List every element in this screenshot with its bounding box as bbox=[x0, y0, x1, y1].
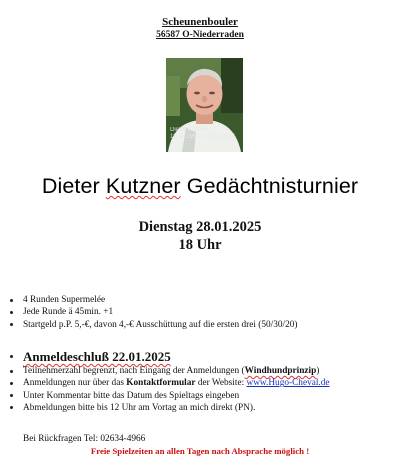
list-item: 4 Runden Supermelée bbox=[8, 294, 398, 306]
participants-bold: Windhundprinzip bbox=[244, 366, 317, 376]
event-time: 18 Uhr bbox=[178, 237, 222, 253]
form-bold: Kontaktformular bbox=[126, 378, 196, 389]
title-first-name: Dieter bbox=[41, 174, 100, 198]
photo-caption-dates: 18 11.1951 - 22.12.2024 bbox=[170, 134, 235, 140]
website-link[interactable]: www.Hugo-Cheval.de bbox=[246, 378, 330, 389]
event-datetime bbox=[0, 218, 400, 254]
list-item: Startgeld p.P. 5,-€, davon 4,-€ Ausschüttung auf die ersten drei (50/30/20) bbox=[8, 319, 398, 331]
rules-list bbox=[8, 294, 398, 331]
event-date: Dienstag 28.01.2025 bbox=[138, 219, 262, 235]
title-last-name: Kutzner bbox=[105, 174, 181, 198]
list-item bbox=[8, 377, 398, 389]
portrait-photo bbox=[166, 58, 243, 152]
list-item: Unter Kommentar bitte das Datum des Spieltags eingeben bbox=[8, 390, 398, 402]
contact-phone: Bei Rückfragen Tel: 02634-4966 bbox=[23, 434, 146, 444]
list-item: Jede Runde ä 45min. +1 bbox=[8, 306, 398, 318]
page-title bbox=[0, 174, 400, 199]
participants-end: ) bbox=[316, 366, 320, 376]
photo-caption-name: Dieter Kutzner bbox=[170, 127, 209, 133]
footer-note: Freie Spielzeiten an allen Tagen nach Absprache möglich ! bbox=[90, 446, 310, 456]
list-item: Abmeldungen bitte bis 12 Uhr am Vortag an mich direkt (PN). bbox=[8, 402, 398, 414]
org-location: 56587 O-Niederraden bbox=[156, 30, 244, 40]
list-item bbox=[8, 365, 398, 377]
photo-caption bbox=[170, 127, 235, 141]
registration-list bbox=[8, 349, 398, 414]
form-text: Anmeldungen nur über das bbox=[23, 378, 127, 389]
title-rest: Gedächtnisturnier bbox=[186, 174, 359, 198]
form-text-2: der Website: bbox=[195, 378, 247, 389]
registration-deadline bbox=[8, 349, 398, 365]
deadline-text: Anmeldeschluß 22.01.2025 bbox=[23, 349, 171, 364]
header bbox=[0, 16, 400, 41]
participants-text: Teilnehmerzahl begrenzt, nach Eingang der Anmeldungen ( bbox=[23, 366, 245, 376]
org-name: Scheunenbouler bbox=[162, 16, 238, 28]
